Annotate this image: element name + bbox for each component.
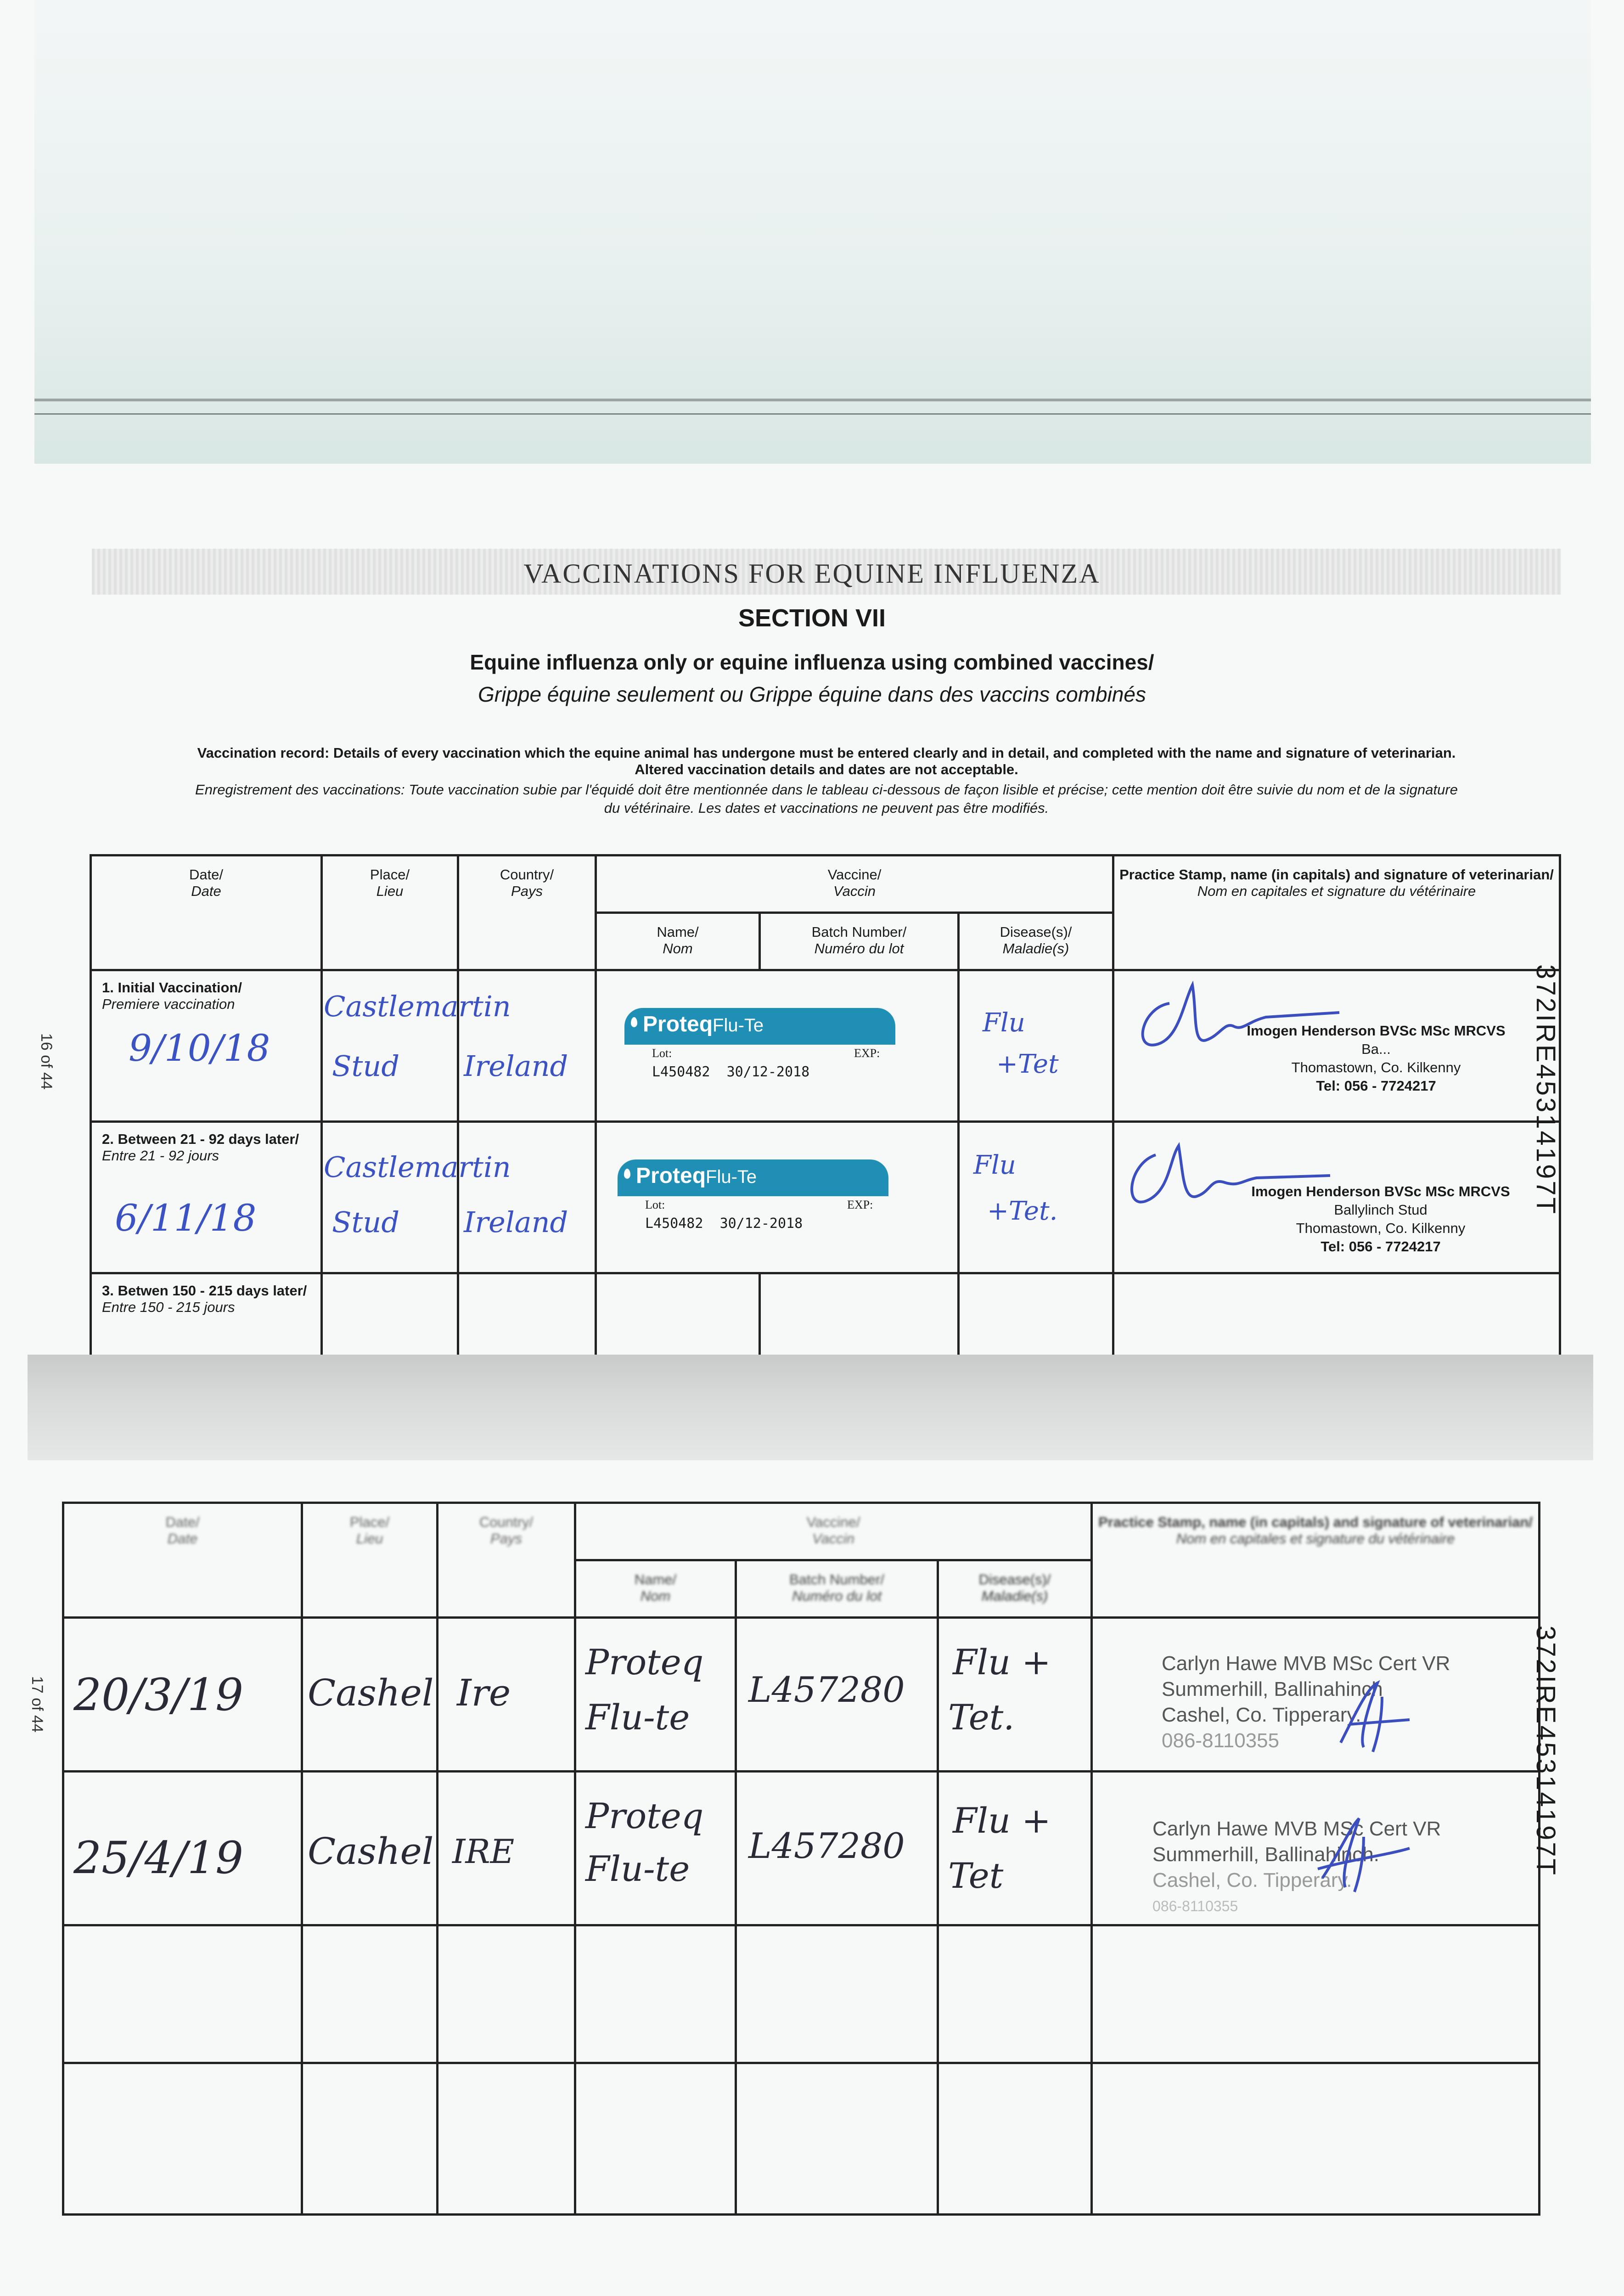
header-disease: Disease(s)/ Maladie(s) [938, 1560, 1092, 1618]
stamp-cell [1092, 2063, 1540, 2215]
disease-value: +Tet [996, 1049, 1059, 1079]
page-number-bottom: 17 of 44 [28, 1676, 46, 1733]
disease-value: Flu [973, 1150, 1016, 1180]
date-value: 9/10/18 [129, 1027, 270, 1069]
batch-value: L457280 [748, 1825, 905, 1866]
disease-cell [938, 1925, 1092, 2063]
name-value: Flu-te [585, 1848, 690, 1889]
page-number-top: 16 of 44 [38, 1033, 55, 1090]
vet-signature [1267, 1805, 1423, 1906]
header-vaccine: Vaccine/ Vaccin [596, 855, 1113, 913]
place-cell [302, 1925, 438, 2063]
scan-edge-line [34, 399, 1591, 401]
place-cell [322, 1122, 511, 1273]
vet-stamp: Imogen Henderson BVSc MSc MRCVS Ballylinch Stud Thomastown, Co. Kilkenny Tel: 056 - 7724217 [1251, 1183, 1510, 1255]
disease-cell [938, 2063, 1092, 2215]
header-place: Place/ Lieu [302, 1503, 438, 1618]
header-place: Place/ Lieu [322, 855, 458, 970]
country-cell [458, 1122, 596, 1273]
note-fr-1: Enregistrement des vaccinations: Toute vaccination subie par l'équidé doit être mentionnée dans le tableau ci-dessous de façon lisible et précise; cette mention doit être suivie du nom et de la signature [195, 782, 1458, 798]
lot-value: L450482 30/12-2018 [645, 1216, 803, 1232]
sticker-brand: ProteqFlu-Te [636, 1164, 757, 1188]
note-en-1: Vaccination record: Details of every vaccination which the equine animal has undergone must be entered clearly and in detail, and completed with the name and signature of veterinarian. [197, 745, 1456, 761]
place-value: Stud [332, 1049, 400, 1083]
date-cell [63, 2063, 302, 2215]
disease-value: Flu + [953, 1642, 1051, 1683]
row-label: 3. Betwen 150 - 215 days later/ Entre 150 - 215 jours [91, 1273, 322, 1379]
country-cell [438, 2063, 575, 2215]
exp-label: EXP: [847, 1198, 873, 1211]
disease-value: Tet. [948, 1697, 1015, 1738]
scan-edge-line [34, 413, 1591, 415]
disease-cell [959, 970, 1113, 1122]
country-value: Ire [457, 1671, 511, 1714]
name-value: Proteq [585, 1642, 704, 1683]
row-label: 2. Between 21 - 92 days later/ Entre 21 - 92 jours 6/11/18 [91, 1122, 322, 1273]
header-stamp: Practice Stamp, name (in capitals) and signature of veterinarian/ Nom en capitales et signature du vétérinaire [1113, 855, 1560, 970]
header-date: Date/ Date [63, 1503, 302, 1618]
row-label: 1. Initial Vaccination/ Premiere vaccination 9/10/18 [91, 970, 322, 1122]
vaccination-table-bottom [62, 1502, 1540, 2216]
vaccine-sticker-cell [596, 970, 959, 1122]
disease-value: +Tet. [987, 1196, 1058, 1226]
place-value: Cashel [308, 1830, 434, 1873]
date-value: 6/11/18 [115, 1197, 257, 1239]
header-batch: Batch Number/ Numéro du lot [760, 913, 959, 970]
place-cell [322, 970, 511, 1122]
date-cell [63, 1925, 302, 2063]
stamp-cell [1113, 1122, 1560, 1273]
header-stamp: Practice Stamp, name (in capitals) and signature of veterinarian/ Nom en capitales et signature du vétérinaire [1092, 1503, 1540, 1618]
header-batch: Batch Number/ Numéro du lot [736, 1560, 938, 1618]
vaccine-sticker [624, 1008, 895, 1088]
header-date: Date/ Date [91, 855, 322, 970]
disease-cell [938, 1772, 1092, 1925]
vet-stamp: Carlyn Hawe MVB MSc Cert VR Summerhill, Ballinahinch. Cashel, Co. Tipperary. 086-8110355 [1152, 1818, 1441, 1914]
lot-value: L450482 30/12-2018 [652, 1064, 810, 1080]
table-row [63, 2063, 1540, 2215]
stamp-cell [1113, 970, 1560, 1122]
drop-icon [631, 1017, 637, 1027]
name-cell [575, 1925, 736, 2063]
batch-cell [736, 1772, 938, 1925]
passport-id-bottom: 372IRE45314197T [1531, 1626, 1561, 1877]
vaccine-sticker [618, 1159, 888, 1240]
name-cell [575, 1618, 736, 1772]
disease-value: Flu [983, 1008, 1025, 1038]
date-value: 20/3/19 [73, 1669, 244, 1721]
date-cell [63, 1618, 302, 1772]
country-value: IRE [452, 1832, 515, 1871]
table-row [91, 970, 1560, 1122]
stamp-cell [1092, 1618, 1540, 1772]
name-value: Proteq [585, 1795, 704, 1836]
note-en-2: Altered vaccination details and dates are not acceptable. [635, 761, 1018, 777]
header-disease: Disease(s)/ Maladie(s) [959, 913, 1113, 970]
stamp-cell [1092, 1925, 1540, 2063]
country-cell [438, 1772, 575, 1925]
lot-label: Lot: [652, 1047, 672, 1060]
passport-id-top: 372IRE45314197T [1531, 964, 1561, 1216]
table-row [63, 1618, 1540, 1772]
scan-top-band [34, 0, 1591, 464]
vet-signature [1290, 1669, 1437, 1761]
table-row [63, 1772, 1540, 1925]
disease-value: Flu + [953, 1800, 1051, 1841]
date-cell [63, 1772, 302, 1925]
scan-fold-band [28, 1355, 1593, 1460]
exp-label: EXP: [854, 1047, 880, 1060]
country-cell [438, 1925, 575, 2063]
place-value: Stud [332, 1205, 400, 1239]
stamp-cell [1092, 1772, 1540, 1925]
table-row [91, 1122, 1560, 1273]
date-value: 25/4/19 [73, 1832, 244, 1884]
header-country: Country/ Pays [458, 855, 596, 970]
lot-label: Lot: [645, 1198, 665, 1211]
country-cell [438, 1618, 575, 1772]
name-value: Flu-te [585, 1697, 690, 1738]
disease-cell [959, 1122, 1113, 1273]
note-fr-2: du vétérinaire. Les dates et vaccinations ne peuvent pas être modifiés. [604, 800, 1049, 816]
place-value: Castlemartin [324, 990, 511, 1023]
sticker-brand: ProteqFlu-Te [643, 1012, 764, 1036]
vaccine-sticker-cell [596, 1122, 959, 1273]
vet-stamp: Carlyn Hawe MVB MSc Cert VR Summerhill, Ballinahinch Cashel, Co. Tipperary. 086-8110355 [1162, 1652, 1450, 1752]
vaccination-table-top [90, 854, 1561, 1380]
place-value: Castlemartin [324, 1150, 511, 1184]
header-name: Name/ Nom [596, 913, 760, 970]
batch-value: L457280 [748, 1669, 905, 1710]
page-heading: VACCINATIONS FOR EQUINE INFLUENZA [523, 558, 1101, 589]
vet-stamp: Imogen Henderson BVSc MSc MRCVS Ba... Thomastown, Co. Kilkenny Tel: 056 - 7724217 [1247, 1023, 1506, 1094]
country-cell [458, 970, 596, 1122]
place-cell [302, 1772, 438, 1925]
section-title: SECTION VII [738, 604, 886, 632]
header-vaccine: Vaccine/ Vaccin [575, 1503, 1092, 1560]
batch-cell [736, 1925, 938, 2063]
disease-value: Tet [948, 1855, 1004, 1896]
country-value: Ireland [464, 1049, 568, 1083]
place-cell [302, 2063, 438, 2215]
batch-cell [736, 1618, 938, 1772]
country-value: Ireland [464, 1205, 568, 1239]
subtitle-en: Equine influenza only or equine influenza using combined vaccines/ [470, 650, 1154, 674]
batch-cell [736, 2063, 938, 2215]
table-row [63, 1925, 1540, 2063]
name-cell [575, 1772, 736, 1925]
drop-icon [624, 1169, 630, 1179]
name-cell [575, 2063, 736, 2215]
subtitle-fr: Grippe équine seulement ou Grippe équine dans des vaccins combinés [478, 682, 1146, 706]
place-value: Cashel [308, 1671, 434, 1714]
header-country: Country/ Pays [438, 1503, 575, 1618]
header-name: Name/ Nom [575, 1560, 736, 1618]
place-cell [302, 1618, 438, 1772]
disease-cell [938, 1618, 1092, 1772]
